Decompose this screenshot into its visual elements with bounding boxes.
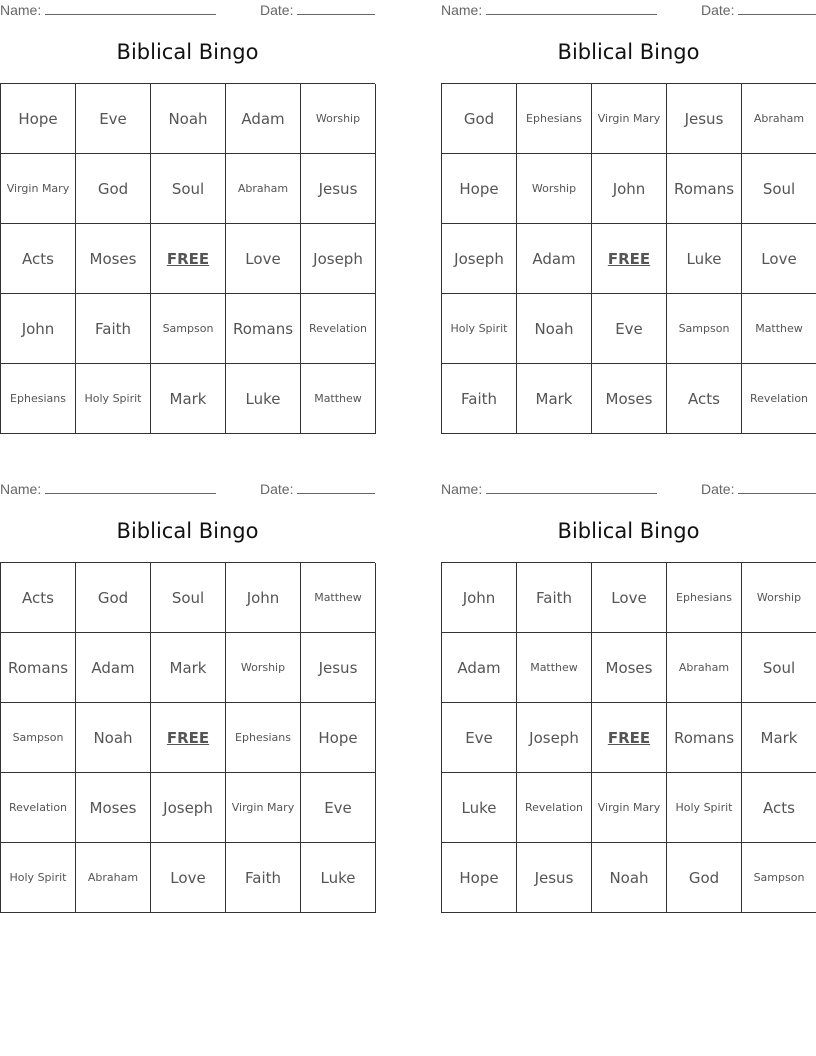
bingo-cell: Soul — [151, 563, 226, 633]
date-label: Date: — [701, 481, 735, 497]
bingo-card — [0, 479, 375, 913]
bingo-cell: God — [76, 154, 151, 224]
bingo-cell: Adam — [76, 633, 151, 703]
bingo-cell: God — [442, 84, 517, 154]
bingo-cell: Revelation — [742, 364, 816, 434]
bingo-cell: Revelation — [517, 773, 592, 843]
bingo-cell: Sampson — [742, 843, 816, 913]
bingo-cell: Joseph — [442, 224, 517, 294]
bingo-cell: Ephesians — [226, 703, 301, 773]
bingo-cell: Worship — [301, 84, 376, 154]
bingo-cell: Abraham — [226, 154, 301, 224]
bingo-cell: Sampson — [151, 294, 226, 364]
bingo-cell: Acts — [742, 773, 816, 843]
bingo-cell: Mark — [151, 633, 226, 703]
bingo-cell: John — [442, 563, 517, 633]
name-label: Name: — [441, 481, 483, 497]
bingo-cell: Romans — [226, 294, 301, 364]
free-space: FREE — [592, 703, 667, 773]
name-field — [441, 481, 657, 497]
date-field — [260, 2, 375, 18]
bingo-cell: Hope — [1, 84, 76, 154]
bingo-cell: Mark — [517, 364, 592, 434]
bingo-cell: Abraham — [667, 633, 742, 703]
bingo-grid — [441, 562, 816, 913]
bingo-cell: Love — [151, 843, 226, 913]
bingo-cell: Love — [226, 224, 301, 294]
bingo-cell: Faith — [226, 843, 301, 913]
bingo-cell: Joseph — [517, 703, 592, 773]
bingo-cell: Abraham — [76, 843, 151, 913]
bingo-cell: Acts — [667, 364, 742, 434]
bingo-cell: Soul — [151, 154, 226, 224]
bingo-cell: Holy Spirit — [76, 364, 151, 434]
name-date-fields — [0, 0, 375, 20]
name-line — [45, 481, 216, 494]
bingo-cell: Noah — [517, 294, 592, 364]
bingo-cell: Luke — [226, 364, 301, 434]
name-date-fields — [0, 479, 375, 499]
date-label: Date: — [260, 481, 294, 497]
bingo-cell: Virgin Mary — [592, 84, 667, 154]
card-title: Biblical Bingo — [116, 40, 259, 64]
name-line — [486, 2, 657, 15]
date-label: Date: — [701, 2, 735, 18]
name-field — [0, 2, 216, 18]
bingo-cell: Virgin Mary — [226, 773, 301, 843]
bingo-cell: Worship — [517, 154, 592, 224]
bingo-cell: Luke — [442, 773, 517, 843]
bingo-cell: Adam — [517, 224, 592, 294]
bingo-cell: God — [667, 843, 742, 913]
bingo-cell: Holy Spirit — [667, 773, 742, 843]
bingo-cell: Noah — [151, 84, 226, 154]
bingo-cell: Moses — [76, 224, 151, 294]
bingo-cell: Faith — [442, 364, 517, 434]
bingo-cell: Revelation — [1, 773, 76, 843]
bingo-cell: Mark — [151, 364, 226, 434]
bingo-cell: John — [592, 154, 667, 224]
bingo-cell: God — [76, 563, 151, 633]
bingo-cell: Acts — [1, 224, 76, 294]
bingo-cell: Soul — [742, 633, 816, 703]
bingo-cell: Love — [592, 563, 667, 633]
bingo-cell: Ephesians — [1, 364, 76, 434]
bingo-cell: Eve — [592, 294, 667, 364]
bingo-cell: Mark — [742, 703, 816, 773]
bingo-cell: Holy Spirit — [442, 294, 517, 364]
bingo-cell: Jesus — [517, 843, 592, 913]
name-label: Name: — [441, 2, 483, 18]
name-field — [0, 481, 216, 497]
bingo-cell: Moses — [592, 633, 667, 703]
bingo-cell: Faith — [76, 294, 151, 364]
free-space: FREE — [151, 224, 226, 294]
name-date-fields — [441, 0, 816, 20]
bingo-grid — [441, 83, 816, 434]
bingo-grid — [0, 562, 375, 913]
name-label: Name: — [0, 481, 42, 497]
bingo-cell: Hope — [301, 703, 376, 773]
bingo-cell: Noah — [76, 703, 151, 773]
name-line — [486, 481, 657, 494]
bingo-cell: Ephesians — [517, 84, 592, 154]
bingo-cell: Hope — [442, 154, 517, 224]
bingo-cell: Abraham — [742, 84, 816, 154]
bingo-cell: Matthew — [301, 364, 376, 434]
bingo-cell: Soul — [742, 154, 816, 224]
name-label: Name: — [0, 2, 42, 18]
date-line — [297, 2, 375, 15]
bingo-cell: Jesus — [301, 154, 376, 224]
card-title: Biblical Bingo — [557, 519, 700, 543]
bingo-cell: Faith — [517, 563, 592, 633]
bingo-cell: Sampson — [1, 703, 76, 773]
bingo-cell: Adam — [226, 84, 301, 154]
date-line — [738, 2, 816, 15]
bingo-cell: Joseph — [151, 773, 226, 843]
bingo-cell: Romans — [667, 703, 742, 773]
bingo-cell: Romans — [667, 154, 742, 224]
bingo-cell: Jesus — [301, 633, 376, 703]
card-title: Biblical Bingo — [116, 519, 259, 543]
free-space: FREE — [592, 224, 667, 294]
bingo-cell: Romans — [1, 633, 76, 703]
bingo-cell: John — [226, 563, 301, 633]
bingo-cell: Luke — [301, 843, 376, 913]
bingo-cell: Matthew — [517, 633, 592, 703]
bingo-card — [441, 479, 816, 913]
card-title: Biblical Bingo — [557, 40, 700, 64]
bingo-cell: Worship — [742, 563, 816, 633]
bingo-cell: Eve — [301, 773, 376, 843]
bingo-cell: Matthew — [742, 294, 816, 364]
bingo-cell: Acts — [1, 563, 76, 633]
bingo-cell: Holy Spirit — [1, 843, 76, 913]
bingo-cell: Eve — [442, 703, 517, 773]
date-field — [701, 481, 816, 497]
name-field — [441, 2, 657, 18]
bingo-cell: Moses — [76, 773, 151, 843]
name-date-fields — [441, 479, 816, 499]
name-line — [45, 2, 216, 15]
date-line — [297, 481, 375, 494]
bingo-cell: Sampson — [667, 294, 742, 364]
bingo-cell: Hope — [442, 843, 517, 913]
bingo-grid — [0, 83, 375, 434]
date-field — [260, 481, 375, 497]
bingo-cell: Eve — [76, 84, 151, 154]
bingo-cell: John — [1, 294, 76, 364]
bingo-card — [0, 0, 375, 434]
free-space: FREE — [151, 703, 226, 773]
bingo-cell: Virgin Mary — [592, 773, 667, 843]
bingo-cell: Noah — [592, 843, 667, 913]
bingo-cell: Jesus — [667, 84, 742, 154]
bingo-cell: Worship — [226, 633, 301, 703]
bingo-cell: Adam — [442, 633, 517, 703]
bingo-cell: Love — [742, 224, 816, 294]
bingo-cell: Moses — [592, 364, 667, 434]
bingo-cell: Joseph — [301, 224, 376, 294]
bingo-cell: Ephesians — [667, 563, 742, 633]
date-label: Date: — [260, 2, 294, 18]
bingo-cell: Virgin Mary — [1, 154, 76, 224]
date-field — [701, 2, 816, 18]
date-line — [738, 481, 816, 494]
bingo-cell: Revelation — [301, 294, 376, 364]
bingo-cell: Luke — [667, 224, 742, 294]
bingo-card — [441, 0, 816, 434]
bingo-cell: Matthew — [301, 563, 376, 633]
